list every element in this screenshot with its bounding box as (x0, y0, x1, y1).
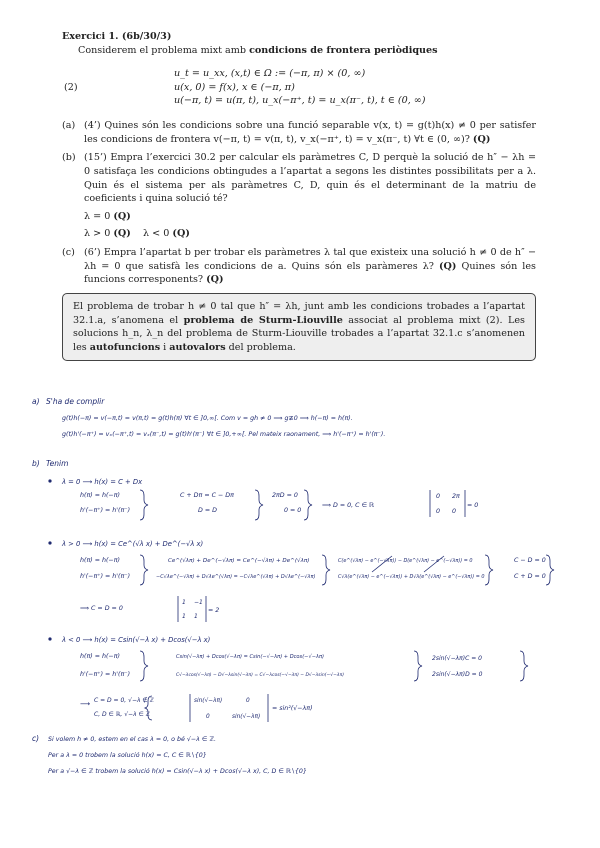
question-mark: (Q) (206, 274, 224, 286)
hw-text: Csin(√−λπ) + Dcos(√−λπ) = Csin(−√−λπ) + Dcos(−√−λπ) (176, 654, 325, 660)
part-text: (4’) Quines són les condicions sobre una funció separable v(x, t) = g(t)h(x) ≠ 0 per satisfer les condicions de frontera v(−π, t) = v(π, t), v_x(−π⁺, t) = v_x(π⁻, t) ∀t ∈ (0, ∞)? (84, 120, 536, 145)
hw-text: sin(√−λπ) (232, 714, 261, 720)
hw-text: C = D = 0, √−λ ∉ ℤ (94, 697, 155, 704)
part-label: (a) (62, 120, 76, 132)
arrow-icon: ⟶ (80, 700, 91, 708)
hw-text: 1 (182, 599, 186, 606)
brace (546, 555, 554, 585)
hw-text: D = D (198, 507, 217, 514)
brace (140, 651, 148, 681)
hw-text: S'ha de complir (46, 397, 105, 406)
hw-text: λ > 0 ⟶ h(x) = Ce^(√λ x) + De^(−√λ x) (62, 540, 204, 548)
hw-text: −1 (194, 599, 203, 606)
hw-text: 1 (182, 613, 186, 620)
hw-text: Per a λ = 0 trobem la solució h(x) = C, C ∈ ℝ∖{0} (48, 752, 207, 759)
hw-text: 0 = 0 (284, 507, 302, 514)
sturm-liouville-box: El problema de trobar h ≠ 0 tal que h″ = λh, junt amb les condicions trobades a l’apartat 32.1.a, s’anomena el problema de Sturm-Liouville associat al problema mixt (2). Les solucions h_n, λ_n del problema de Sturm-Liouville trobades a l’apartat 32.1.c s’anomenen les autofuncions i autovalors del problema. (62, 293, 536, 361)
hw-text: = 2 (208, 607, 220, 614)
hw-text: 0 (436, 508, 441, 515)
part-label: (c) (62, 247, 75, 259)
hw-text: h(π) = h(−π) (80, 492, 120, 499)
hw-text: g(t)h(−π) = v(−π,t) = v(π,t) = g(t)h(π) ∀t ∈ ]0,∞[. Com v = gh ≠ 0 ⟹ g≢0 ⟹ h(−π) = h(π). (62, 415, 353, 422)
hw-text: h'(−π⁺) = h'(π⁻) (80, 573, 131, 580)
intro-bold: condicions de frontera periòdiques (249, 44, 438, 56)
part-text: Quines són les funcions corresponents? (84, 260, 536, 286)
hw-text: C, D ∈ ℝ, √−λ ∈ ℤ (94, 711, 151, 718)
brace (140, 555, 148, 585)
bullet-icon (48, 637, 51, 640)
hw-text: 0 (436, 493, 441, 500)
hw-text: Si volem h ≠ 0, estem en el cas λ = 0, o bé √−λ ∈ ℤ. (48, 736, 217, 743)
hw-text: 1 (194, 613, 198, 620)
hw-text: 2sin(√−λπ)C = 0 (432, 655, 482, 662)
hw-text: C(e^(√λπ) − e^(−√λπ)) − D(e^(√λπ) − e^(−√λπ)) = 0 (338, 558, 473, 564)
hw-text: 0 (452, 508, 457, 515)
hw-text: λ = 0 ⟶ h(x) = C + Dx (62, 478, 143, 486)
exercise-code: (6b/30/3) (121, 31, 172, 42)
hw-text: h(π) = h(−π) (80, 653, 120, 660)
hw-text: = 0 (467, 502, 479, 509)
hw-text: Ce^(√λπ) + De^(−√λπ) = Ce^(−√λπ) + De^(√λπ) (168, 558, 310, 564)
equation-line: u_t = u_xx, (x,t) ∈ Ω := (−π, π) × (0, ∞) (174, 68, 366, 80)
hw-label-c: c) (32, 734, 40, 743)
hw-text: h(π) = h(−π) (80, 557, 120, 564)
brace (255, 490, 263, 520)
hw-text: C − D = 0 (514, 557, 546, 564)
brace (322, 555, 330, 585)
hw-text: 0 (246, 698, 250, 704)
hw-text: −C√λe^(−√λπ) + D√λe^(√λπ) = −C√λe^(√λπ) + D√λe^(−√λπ) (156, 574, 316, 580)
hw-text: λ < 0 ⟶ h(x) = Csin(√−λ x) + Dcos(√−λ x) (62, 636, 211, 644)
brace (304, 490, 312, 520)
equation-line: u(x, 0) = f(x), x ∈ (−π, π) (174, 81, 295, 93)
bullet-icon (48, 541, 51, 544)
lambda-case: λ > 0 (Q) λ < 0 (Q) (84, 228, 190, 240)
brace (520, 651, 528, 681)
hw-text: 0 (206, 714, 210, 720)
hw-label-b: b) (32, 459, 40, 468)
hw-text: g(t)h'(−π⁺) = vₓ(−π⁺,t) = vₓ(π⁻,t) = g(t)h'(π⁻) ∀t ∈ ]0,+∞[. Pel mateix raonament, ⟹ h'(−π⁺) = h'(π⁻). (62, 431, 386, 438)
hw-text: C√λ(e^(√λπ) − e^(−√λπ)) + D√λ(e^(√λπ) − e^(−√λπ)) = 0 (338, 574, 485, 580)
hw-text: 2πD = 0 (272, 492, 298, 499)
hw-text: sin(√−λπ) (194, 698, 223, 704)
lambda-case: λ = 0 (Q) (84, 210, 131, 222)
hw-text: Tenim (46, 459, 69, 468)
part-text: (15’) Empra l’exercici 30.2 per calcular els paràmetres C, D perquè la solució de h″ − λh = 0 satisfaça les condicions obtingudes a l’apartat a segons les distintes possibilitats per a λ. Quin és el sistema per als paràmetres C, D, quin és el determinant de la matriu de coeficients i quina solució té? (84, 152, 536, 205)
hw-text: = sin²(√−λπ) (272, 705, 313, 712)
hw-text: h'(−π⁺) = h'(π⁻) (80, 507, 131, 514)
exercise-number: Exercici 1. (62, 31, 119, 42)
hw-text: ⟹ C = D = 0 (80, 605, 123, 612)
hw-text: 2sin(√−λπ)D = 0 (432, 671, 483, 678)
question-mark: (Q) (438, 260, 457, 272)
hw-text: ⟹ D = 0, C ∈ ℝ (322, 502, 375, 509)
hw-label-a: a) (32, 397, 40, 406)
part-label: (b) (62, 152, 76, 164)
brace (414, 651, 422, 681)
hw-text: C + D = 0 (514, 573, 546, 580)
hw-text: 2π (452, 493, 460, 500)
hw-text: h'(−π⁺) = h'(π⁻) (80, 671, 131, 678)
brace (140, 490, 148, 520)
part-text: (6’) Empra l’apartat b per trobar els paràmetres λ tal que existeix una solució h ≠ 0 de h″ − λh = 0 que satisfà les condicions de a. Quins són els paràmeres λ? (84, 247, 536, 272)
hw-text: Per a √−λ ∈ ℤ trobem la solució h(x) = Csin(√−λ x) + Dcos(√−λ x), C, D ∈ ℝ∖{0} (48, 768, 307, 775)
hw-text: C√−λcos(√−λπ) − D√−λsin(√−λπ) = C√−λcos(−√−λπ) − D√−λsin(−√−λπ) (176, 673, 344, 678)
hw-text: C + Dπ = C − Dπ (180, 492, 234, 499)
equation-number: (2) (64, 82, 78, 94)
brace (485, 555, 493, 585)
equation-line: u(−π, t) = u(π, t), u_x(−π⁺, t) = u_x(π⁻, t), t ∈ (0, ∞) (174, 95, 426, 107)
question-mark: (Q) (472, 133, 491, 145)
intro-text: Considerem el problema mixt amb (78, 44, 250, 56)
bullet-icon (48, 479, 51, 482)
